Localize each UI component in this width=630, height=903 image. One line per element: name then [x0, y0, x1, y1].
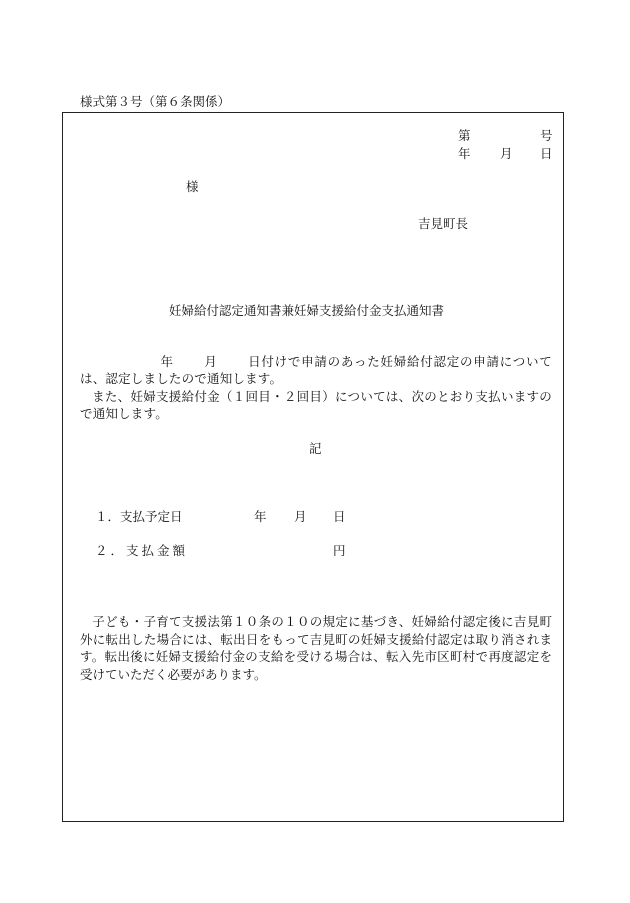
document-number-suffix: 号 [540, 128, 553, 143]
issue-date-month: 月 [500, 146, 513, 161]
issue-date-year: 年 [458, 146, 471, 161]
payment-date-label: １．支払予定日 [95, 509, 183, 524]
application-month: 月 [203, 354, 218, 369]
issue-date-day: 日 [540, 146, 553, 161]
payment-date-year: 年 [254, 509, 267, 524]
payment-date-day: 日 [333, 509, 346, 524]
document-title: 妊婦給付認定通知書兼妊婦支援給付金支払通知書 [169, 303, 445, 318]
body-paragraph-1-text: 日付けで申請のあった妊婦給付認定の申請については、認定しましたので通知します。 [80, 354, 553, 386]
payment-amount-label: ２．支払金額 [95, 543, 189, 558]
payment-date-month: 月 [294, 509, 307, 524]
document-number-prefix: 第 [458, 128, 471, 143]
recipient-honorific: 様 [186, 179, 199, 194]
notice-text: 子ども・子育て支援法第１０条の１０の規定に基づき、妊婦給付認定後に吉見町外に転出した場合には、転出日をもって吉見町の妊婦支援給付認定は取り消されます。転出後に妊婦支援給付金の支給を受ける場合は、転入先市区町村で再度認定を受けていただく必要があります。 [80, 614, 552, 682]
body-paragraph-1 [80, 353, 552, 387]
body-paragraph-2-text: また、妊婦支援給付金（１回目・２回目）については、次のとおり支払いますので通知します。 [80, 389, 552, 421]
issuer-name: 吉見町長 [418, 216, 469, 231]
form-number: 様式第３号（第６条関係） [80, 94, 231, 109]
application-year: 年 [160, 354, 174, 369]
ki-heading: 記 [309, 441, 322, 456]
notice-paragraph [80, 613, 552, 683]
payment-amount-unit: 円 [333, 543, 346, 558]
document-frame [62, 112, 564, 822]
body-paragraph-2 [80, 388, 552, 422]
